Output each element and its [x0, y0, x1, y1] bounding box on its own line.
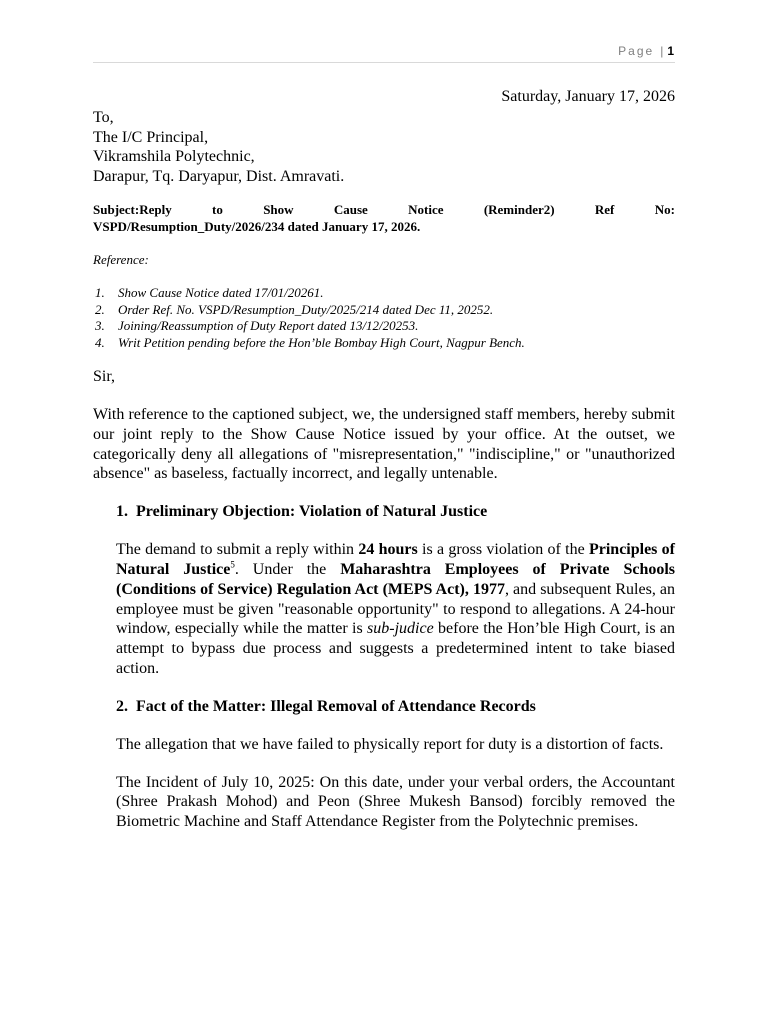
italic-run: sub-judice — [367, 620, 434, 638]
reference-number: 1. — [95, 285, 105, 300]
reference-number: 2. — [95, 301, 105, 317]
reference-number: 3. — [95, 318, 105, 333]
intro-paragraph: With reference to the captioned subject, we, the undersigned staff members, hereby submit our joint reply to the Show Cause Notice issued by your office. At the outset, we categorically deny all allegations of "misrepresentation," "indiscipline," or "unauthorized absence" as baseless, factually incorrect, and legally untenable. — [93, 406, 675, 483]
letter-date: Saturday, January 17, 2026 — [501, 88, 675, 105]
section-1-paragraph — [93, 540, 675, 679]
section-2-paragraph-1: The allegation that we have failed to physically report for duty is a distortion of facts. — [116, 735, 664, 753]
subject-word: Ref — [594, 202, 615, 217]
subject-word: Subject:Reply — [93, 202, 172, 217]
reference-list — [93, 285, 675, 351]
section-2-heading — [93, 697, 675, 717]
footnote-marker: 5 — [230, 559, 235, 570]
section-1-number: 1. — [116, 503, 128, 521]
address-line-1: The I/C Principal, — [93, 128, 209, 146]
bold-run: 24 hours — [358, 541, 418, 559]
section-2-title: Fact of the Matter: Illegal Removal of Attendance Records — [136, 697, 536, 715]
address-to: To, — [93, 109, 114, 126]
reference-item — [93, 302, 675, 319]
subject-word: No: — [654, 202, 675, 217]
page-separator: | — [660, 44, 664, 58]
header-rule — [93, 62, 675, 63]
subject-line — [93, 201, 675, 235]
address-line-3: Darapur, Tq. Daryapur, Dist. Amravati. — [93, 167, 345, 185]
reference-text: Writ Petition pending before the Hon’ble Bombay High Court, Nagpur Bench. — [118, 334, 525, 350]
reference-text: Joining/Reassumption of Duty Report dated 13/12/20253. — [118, 318, 419, 333]
text-run: The demand to submit a reply within — [116, 541, 359, 559]
bold-run: Principles of Natural Justice — [116, 541, 676, 578]
section-2-paragraph-2: The Incident of July 10, 2025: On this date, under your verbal orders, the Accountant (Shree Prakash Mohod) and Peon (Shree Mukesh Bansod) forcibly removed the Biometric Machine and Staff Attendance Register from the Polytechnic premises. — [116, 773, 675, 831]
page-header — [618, 44, 674, 58]
reference-label: Reference: — [93, 252, 149, 267]
text-run: . Under the — [234, 560, 341, 578]
subject-word: Cause — [333, 202, 368, 217]
recipient-address — [93, 108, 675, 186]
section-2-number: 2. — [116, 697, 128, 715]
subject-word: to — [212, 202, 223, 217]
section-1-heading — [93, 502, 675, 522]
reference-item — [93, 318, 675, 335]
text-run: is a gross violation of the — [417, 541, 589, 559]
page-number: 1 — [667, 44, 674, 58]
section-1-title: Preliminary Objection: Violation of Natural Justice — [136, 503, 488, 521]
reference-text: Order Ref. No. VSPD/Resumption_Duty/2025/214 dated Dec 11, 20252. — [118, 301, 494, 317]
text-run: , and subsequent Rules, an employee must be given "reasonable opportunity" to respond to allegations. A 24-hour window, especially while the matter is — [116, 580, 676, 638]
subject-word: Show — [263, 202, 294, 217]
reference-item — [93, 285, 675, 302]
reference-text: Show Cause Notice dated 17/01/20261. — [118, 285, 324, 300]
address-line-2: Vikramshila Polytechnic, — [93, 148, 255, 165]
bold-run: Maharashtra Employees of Private Schools (Conditions of Service) Regulation Act (MEPS Act), 1977 — [116, 560, 676, 598]
reference-number: 4. — [95, 334, 105, 350]
subject-word: (Reminder2) — [483, 202, 555, 217]
page-word: Page — [618, 44, 655, 58]
text-run: before the Hon’ble High Court, is an attempt to bypass due process and suggests a predetermined intent to take biased action. — [116, 620, 675, 677]
reference-item — [93, 335, 675, 352]
salutation: Sir, — [93, 368, 116, 385]
subject-line-2: VSPD/Resumption_Duty/2026/234 dated January 17, 2026. — [93, 219, 421, 234]
subject-line-1 — [93, 201, 675, 218]
subject-word: Notice — [408, 202, 444, 217]
letter-body — [93, 86, 675, 832]
